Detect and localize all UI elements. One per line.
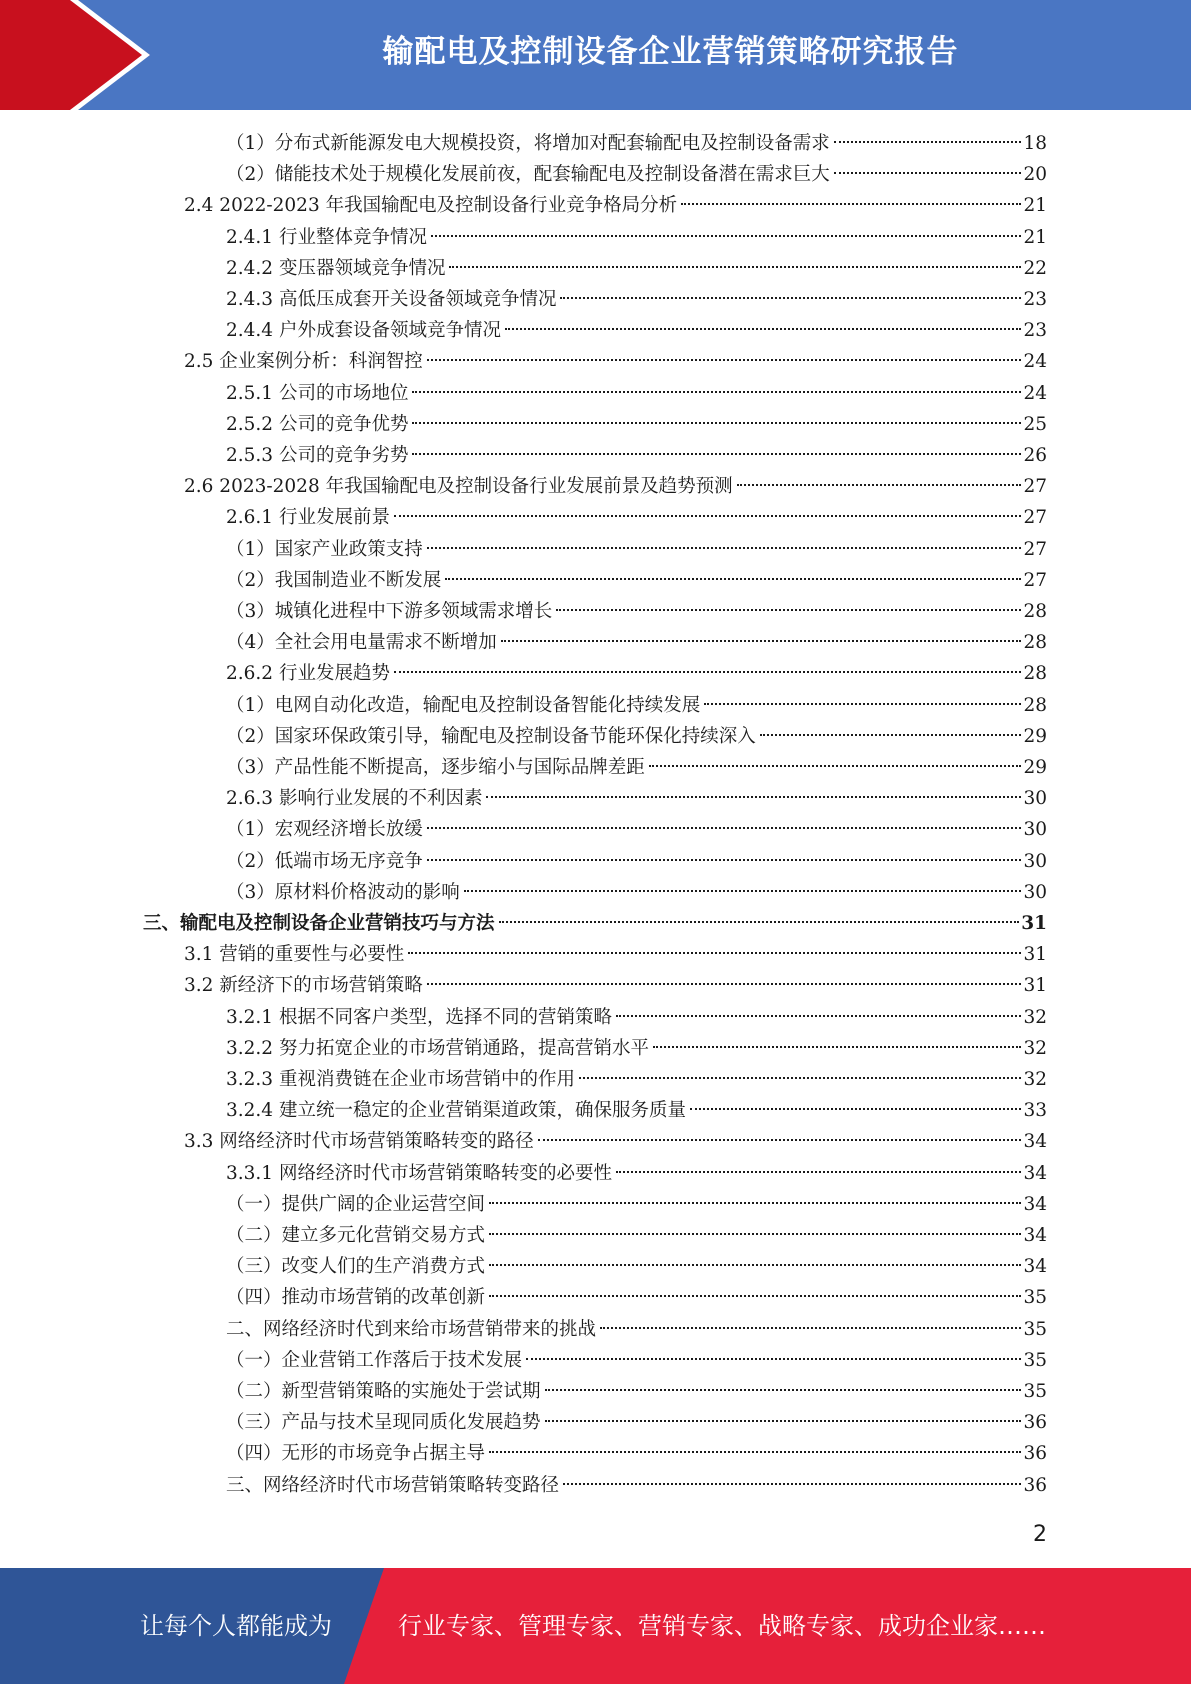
toc-entry[interactable] — [184, 190, 1047, 221]
toc-entry-title: （二）新型营销策略的实施处于尝试期 — [226, 1381, 541, 1402]
toc-entry-title: （4）全社会用电量需求不断增加 — [226, 632, 497, 654]
toc-entry-title: 3.2.4 建立统一稳定的企业营销渠道政策，确保服务质量 — [226, 1100, 686, 1122]
toc-dot-leader — [501, 639, 1022, 642]
toc-entry-title: 2.5.1 公司的市场地位 — [226, 382, 409, 404]
toc-entry-page: 28 — [1023, 601, 1047, 622]
toc-entry-page: 34 — [1023, 1225, 1047, 1246]
toc-dot-leader — [737, 483, 1022, 486]
toc-entry-title: 2.6.2 行业发展趋势 — [226, 663, 390, 685]
toc-entry-page: 21 — [1023, 226, 1047, 248]
footer-slogan-left: 让每个人都能成为 — [140, 1612, 332, 1640]
toc-entry[interactable] — [226, 1470, 1047, 1501]
toc-entry[interactable] — [226, 378, 1047, 409]
toc-entry-title: 三、网络经济时代市场营销策略转变路径 — [226, 1474, 560, 1496]
toc-dot-leader — [538, 1138, 1022, 1141]
toc-entry-title: 3.3.1 网络经济时代市场营销策略转变的必要性 — [226, 1162, 612, 1184]
page-number: 2 — [1033, 1522, 1047, 1547]
toc-dot-leader — [600, 1326, 1021, 1329]
toc-dot-leader — [427, 546, 1022, 549]
toc-entry-title: （二）建立多元化营销交易方式 — [226, 1225, 486, 1246]
toc-dot-leader — [545, 1388, 1022, 1391]
toc-entry[interactable] — [226, 1251, 1047, 1282]
toc-entry[interactable] — [226, 752, 1047, 783]
toc-entry-page: 30 — [1023, 819, 1047, 841]
toc-entry[interactable] — [226, 534, 1047, 565]
toc-dot-leader — [486, 795, 1021, 798]
toc-entry-page: 30 — [1023, 850, 1047, 872]
toc-entry-title: 2.4.4 户外成套设备领域竞争情况 — [226, 320, 501, 342]
toc-entry[interactable] — [226, 1345, 1047, 1376]
toc-entry[interactable] — [226, 1376, 1047, 1407]
toc-dot-leader — [681, 202, 1021, 205]
toc-dot-leader — [464, 889, 1022, 892]
toc-entry[interactable] — [226, 783, 1047, 814]
toc-entry-page: 27 — [1023, 569, 1047, 591]
toc-entry[interactable] — [184, 970, 1047, 1001]
toc-entry-title: 2.5.2 公司的竞争优势 — [226, 413, 409, 435]
toc-dot-leader — [408, 951, 1021, 954]
toc-dot-leader — [499, 920, 1020, 923]
toc-entry[interactable] — [226, 1095, 1047, 1126]
toc-entry[interactable] — [226, 222, 1047, 253]
toc-entry-title: 2.6.3 影响行业发展的不利因素 — [226, 788, 483, 810]
toc-dot-leader — [653, 1045, 1021, 1048]
toc-dot-leader — [690, 1107, 1021, 1110]
toc-entry-page: 31 — [1023, 944, 1047, 966]
toc-entry-page: 32 — [1023, 1037, 1047, 1059]
toc-entry-page: 24 — [1023, 382, 1047, 404]
toc-entry-page: 22 — [1023, 257, 1047, 279]
toc-dot-leader — [412, 421, 1021, 424]
toc-entry-page: 23 — [1023, 289, 1047, 310]
toc-entry[interactable] — [226, 690, 1047, 721]
toc-dot-leader — [545, 1419, 1022, 1422]
toc-entry[interactable] — [226, 1158, 1047, 1189]
toc-entry[interactable] — [226, 315, 1047, 346]
toc-entry-title: （2）国家环保政策引导，输配电及控制设备节能环保化持续深入 — [226, 725, 756, 747]
toc-entry[interactable] — [226, 1064, 1047, 1095]
toc-entry-page: 18 — [1023, 133, 1047, 154]
toc-entry[interactable] — [226, 721, 1047, 752]
page-footer — [0, 1568, 1191, 1684]
toc-entry[interactable] — [226, 596, 1047, 627]
toc-entry-page: 25 — [1023, 413, 1047, 435]
toc-entry[interactable] — [226, 814, 1047, 845]
toc-dot-leader — [563, 1482, 1021, 1485]
toc-entry[interactable] — [226, 409, 1047, 440]
toc-dot-leader — [505, 327, 1021, 330]
toc-entry-title: 2.5 企业案例分析：科润智控 — [184, 351, 423, 373]
toc-entry[interactable] — [226, 1314, 1047, 1345]
toc-dot-leader — [445, 577, 1021, 580]
toc-dot-leader — [579, 1076, 1021, 1079]
toc-dot-leader — [394, 670, 1021, 673]
toc-entry-page: 34 — [1023, 1193, 1047, 1215]
toc-dot-leader — [834, 171, 1022, 174]
toc-dot-leader — [489, 1294, 1021, 1297]
toc-dot-leader — [489, 1450, 1021, 1453]
toc-dot-leader — [649, 764, 1022, 767]
toc-entry[interactable] — [226, 1407, 1047, 1438]
page-header — [0, 0, 1191, 110]
toc-dot-leader — [704, 702, 1021, 705]
toc-entry-title: （三）产品与技术呈现同质化发展趋势 — [226, 1412, 541, 1434]
header-red-chevron-decoration — [0, 0, 150, 110]
toc-entry-title: 3.3 网络经济时代市场营销策略转变的路径 — [184, 1131, 534, 1153]
toc-entry-page: 36 — [1023, 1474, 1047, 1496]
toc-entry-title: 3.2.2 努力拓宽企业的市场营销通路，提高营销水平 — [226, 1037, 649, 1059]
toc-entry-title: 三、输配电及控制设备企业营销技巧与方法 — [143, 913, 495, 934]
toc-dot-leader — [489, 1201, 1021, 1204]
toc-entry[interactable] — [184, 346, 1047, 377]
toc-dot-leader — [449, 265, 1021, 268]
toc-dot-leader — [427, 358, 1022, 361]
toc-entry-title: 2.4.1 行业整体竞争情况 — [226, 226, 427, 248]
toc-dot-leader — [616, 1014, 1021, 1017]
toc-entry-title: 3.2.3 重视消费链在企业市场营销中的作用 — [226, 1069, 575, 1090]
toc-dot-leader — [427, 826, 1022, 829]
toc-entry-page: 27 — [1023, 476, 1047, 498]
toc-dot-leader — [560, 296, 1021, 299]
toc-dot-leader — [489, 1232, 1021, 1235]
toc-entry-title: 3.2.1 根据不同客户类型，选择不同的营销策略 — [226, 1006, 612, 1028]
toc-entry[interactable] — [226, 627, 1047, 658]
toc-dot-leader — [834, 140, 1022, 143]
toc-entry[interactable] — [226, 1438, 1047, 1469]
toc-entry-title: 2.4.3 高低压成套开关设备领域竞争情况 — [226, 289, 557, 310]
toc-entry-title: 2.6 2023-2028 年我国输配电及控制设备行业发展前景及趋势预测 — [184, 476, 733, 498]
toc-entry[interactable] — [226, 1189, 1047, 1220]
toc-entry[interactable] — [143, 908, 1047, 939]
toc-entry-page: 36 — [1023, 1412, 1047, 1434]
toc-entry-title: （一）提供广阔的企业运营空间 — [226, 1193, 486, 1215]
toc-entry[interactable] — [226, 1220, 1047, 1251]
toc-entry-title: （3）城镇化进程中下游多领域需求增长 — [226, 601, 553, 622]
toc-entry-page: 35 — [1023, 1318, 1047, 1340]
toc-entry[interactable] — [226, 565, 1047, 596]
toc-entry-page: 34 — [1023, 1162, 1047, 1184]
toc-entry-page: 31 — [1021, 913, 1047, 934]
toc-entry-title: （三）改变人们的生产消费方式 — [226, 1256, 486, 1278]
toc-entry-title: （2）储能技术处于规模化发展前夜，配套输配电及控制设备潜在需求巨大 — [226, 164, 830, 186]
toc-entry[interactable] — [226, 877, 1047, 908]
toc-entry-page: 31 — [1023, 975, 1047, 997]
toc-entry-page: 28 — [1023, 663, 1047, 685]
toc-entry-page: 29 — [1023, 757, 1047, 778]
toc-dot-leader — [526, 1357, 1021, 1360]
toc-entry-page: 34 — [1023, 1131, 1047, 1153]
toc-dot-leader — [412, 452, 1021, 455]
toc-entry-title: （1）电网自动化改造，输配电及控制设备智能化持续发展 — [226, 694, 701, 716]
toc-entry-title: （四）推动市场营销的改革创新 — [226, 1287, 486, 1309]
toc-entry-title: （一）企业营销工作落后于技术发展 — [226, 1349, 523, 1371]
toc-entry[interactable] — [226, 128, 1047, 159]
toc-entry-title: 2.4 2022-2023 年我国输配电及控制设备行业竞争格局分析 — [184, 195, 678, 217]
toc-entry-title: （3）原材料价格波动的影响 — [226, 881, 460, 903]
toc-entry-title: （3）产品性能不断提高，逐步缩小与国际品牌差距 — [226, 757, 645, 778]
toc-entry-page: 23 — [1023, 320, 1047, 342]
toc-entry-title: 2.6.1 行业发展前景 — [226, 507, 390, 529]
toc-entry[interactable] — [226, 502, 1047, 533]
toc-entry[interactable] — [226, 253, 1047, 284]
footer-slogan-right: 行业专家、管理专家、营销专家、战略专家、成功企业家…… — [398, 1612, 1046, 1640]
toc-entry-title: （1）宏观经济增长放缓 — [226, 819, 423, 841]
toc-dot-leader — [427, 858, 1022, 861]
toc-entry-page: 20 — [1023, 164, 1047, 186]
toc-entry-page: 30 — [1023, 788, 1047, 810]
toc-entry[interactable] — [226, 846, 1047, 877]
toc-dot-leader — [489, 1263, 1021, 1266]
toc-dot-leader — [556, 608, 1021, 611]
toc-dot-leader — [427, 982, 1022, 985]
toc-entry-page: 26 — [1023, 445, 1047, 466]
toc-entry[interactable] — [226, 440, 1047, 471]
toc-entry[interactable] — [184, 939, 1047, 970]
toc-entry[interactable] — [226, 1002, 1047, 1033]
toc-entry-title: 2.5.3 公司的竞争劣势 — [226, 445, 409, 466]
toc-entry-page: 35 — [1023, 1381, 1047, 1402]
toc-entry-page: 33 — [1023, 1100, 1047, 1122]
toc-entry-title: （2）我国制造业不断发展 — [226, 569, 442, 591]
toc-dot-leader — [412, 390, 1021, 393]
toc-entry-page: 35 — [1023, 1287, 1047, 1309]
toc-entry-title: （1）分布式新能源发电大规模投资，将增加对配套输配电及控制设备需求 — [226, 133, 830, 154]
toc-entry[interactable] — [184, 471, 1047, 502]
toc-entry[interactable] — [226, 284, 1047, 315]
toc-entry-title: 2.4.2 变压器领域竞争情况 — [226, 257, 446, 279]
toc-entry[interactable] — [226, 1033, 1047, 1064]
toc-entry[interactable] — [226, 658, 1047, 689]
toc-entry-page: 35 — [1023, 1349, 1047, 1371]
toc-entry-page: 21 — [1023, 195, 1047, 217]
toc-entry-page: 28 — [1023, 632, 1047, 654]
toc-entry[interactable] — [226, 159, 1047, 190]
toc-entry-page: 24 — [1023, 351, 1047, 373]
toc-dot-leader — [760, 733, 1022, 736]
toc-entry-page: 36 — [1023, 1443, 1047, 1465]
toc-entry-title: （四）无形的市场竞争占据主导 — [226, 1443, 486, 1465]
toc-entry-page: 28 — [1023, 694, 1047, 716]
toc-entry[interactable] — [184, 1126, 1047, 1157]
toc-entry-title: （1）国家产业政策支持 — [226, 538, 423, 560]
toc-entry-page: 29 — [1023, 725, 1047, 747]
toc-entry-title: 3.2 新经济下的市场营销策略 — [184, 975, 423, 997]
toc-entry-page: 34 — [1023, 1256, 1047, 1278]
toc-entry-title: 二、网络经济时代到来给市场营销带来的挑战 — [226, 1318, 597, 1340]
toc-entry-title: （2）低端市场无序竞争 — [226, 850, 423, 872]
toc-entry-title: 3.1 营销的重要性与必要性 — [184, 944, 405, 966]
toc-dot-leader — [616, 1170, 1021, 1173]
toc-entry-page: 27 — [1023, 538, 1047, 560]
toc-entry-page: 32 — [1023, 1069, 1047, 1090]
document-title: 输配电及控制设备企业营销策略研究报告 — [382, 34, 959, 70]
toc-entry-page: 30 — [1023, 881, 1047, 903]
toc-entry[interactable] — [226, 1282, 1047, 1313]
toc-entry-page: 32 — [1023, 1006, 1047, 1028]
toc-entry-page: 27 — [1023, 507, 1047, 529]
toc-dot-leader — [394, 514, 1021, 517]
toc-dot-leader — [431, 234, 1021, 237]
